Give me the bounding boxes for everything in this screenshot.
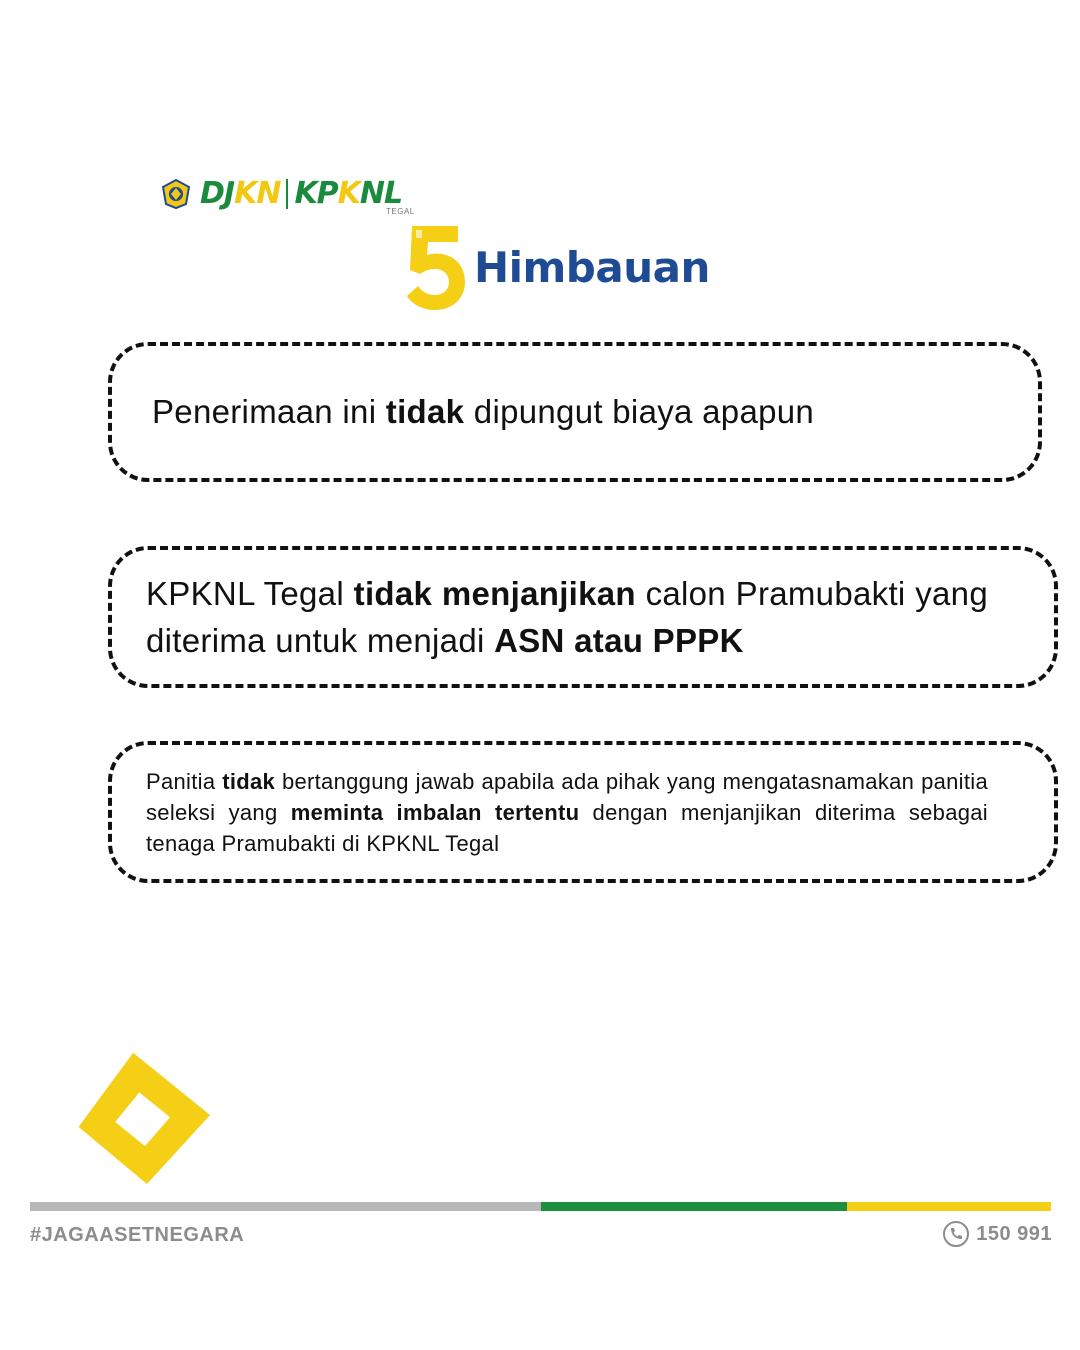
kemenkeu-emblem-icon: [160, 178, 192, 210]
notice-text-1: Penerimaan ini tidak dipungut biaya apapun: [152, 392, 815, 430]
logo-subtitle: TEGAL: [386, 207, 415, 216]
notice-card-1: [108, 342, 1042, 482]
logo-djkn: DJKN: [200, 176, 281, 211]
notice-card-2: [108, 546, 1058, 688]
footer-phone: [942, 1220, 1052, 1248]
footer-color-bar: [30, 1202, 1051, 1211]
notice-text-3: Panitia tidak bertanggung jawab apabila ada pihak yang mengatasnamakan panitia seleksi yang meminta imbalan tertentu dengan menjanjikan diterima sebagai tenaga Pramubakti di KPKNL Tegal: [146, 768, 989, 856]
footer-hashtag: #JAGAASETNEGARA: [30, 1224, 245, 1246]
footer-bar-green: [541, 1202, 847, 1211]
svg-text:5: 5: [435, 284, 436, 285]
logo-divider: [286, 179, 288, 209]
notice-text-2: KPKNL Tegal tidak menjanjikan calon Pramubakti yang diterima untuk menjadi ASN atau PPPK: [146, 575, 988, 659]
notice-card-3: [108, 741, 1058, 883]
number-five-graphic: [402, 222, 468, 312]
decorative-diamond-icon: [78, 1052, 210, 1184]
logo: [160, 172, 402, 216]
heading-title: Himbauan: [474, 242, 710, 292]
footer-phone-number: 150 991: [976, 1222, 1052, 1245]
footer-bar-grey: [30, 1202, 541, 1211]
page-heading: [402, 222, 710, 312]
logo-kpknl: KPKNL: [294, 176, 403, 211]
phone-icon: [942, 1220, 970, 1248]
footer-bar-yellow: [847, 1202, 1051, 1211]
